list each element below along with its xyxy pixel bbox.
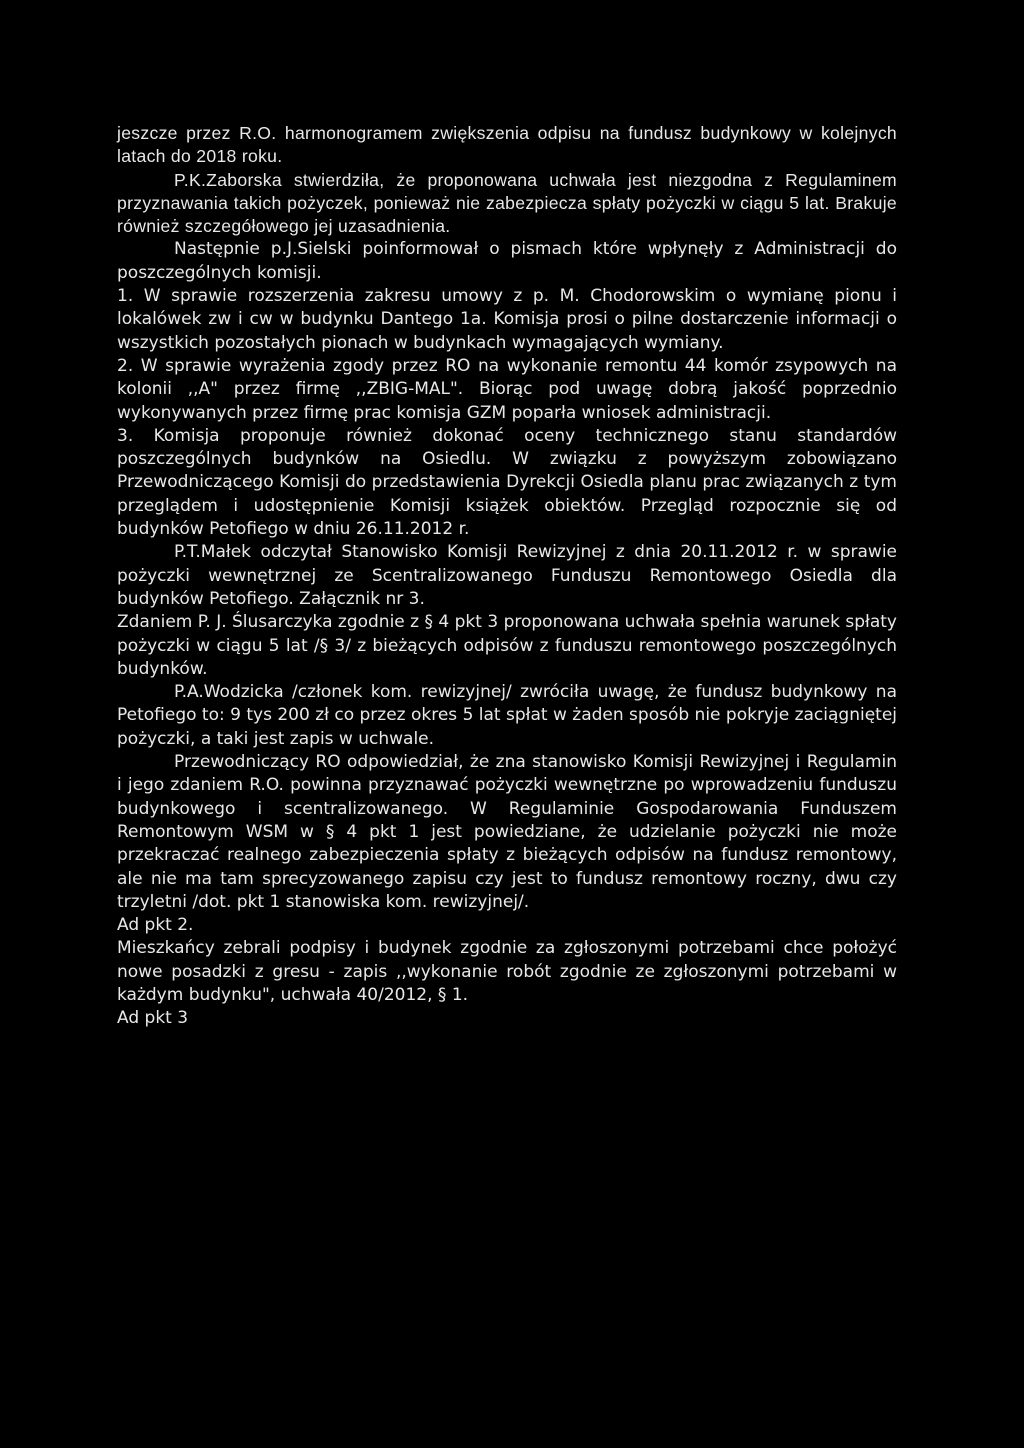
heading-ad-pkt-2: Ad pkt 2. [117,915,194,936]
paragraph-malek: P.T.Małek odczytał Stanowisko Komisji Rewizyjnej z dnia 20.11.2012 r. w sprawie pożyczki wewnętrznej ze Scentralizowanego Funduszu Remontowego Osiedla dla budynków Petofiego. Załącznik nr 3. [117,542,897,609]
paragraph-przewodniczacy: Przewodniczący RO odpowiedział, że zna stanowisko Komisji Rewizyjnej i Regulamin i jego zdaniem R.O. powinna przyznawać pożyczki wewnętrzne po wprowadzeniu funduszu budynkowego i scentralizowanego. W Regulaminie Gospodarowania Funduszem Remontowym WSM w § 4 pkt 1 jest powiedziane, że udzielanie pożyczki nie może przekraczać realnego zabezpieczenia spłaty z bieżących odpisów na fundusz remontowy, ale nie ma tam sprecyzowanego zapisu czy jest to fundusz remontowy roczny, dwu czy trzyletni /dot. pkt 1 stanowiska kom. rewizyjnej/. [117,752,897,912]
paragraph-item-1: 1. W sprawie rozszerzenia zakresu umowy z p. M. Chodorowskim o wymianę pionu i lokalówek zw i cw w budynku Dantego 1a. Komisja prosi o pilne dostarczenie informacji o wszystkich pozostałych pionach w budynkach wymagających wymiany. [117,286,897,353]
paragraph-sielski: Następnie p.J.Sielski poinformował o pismach które wpłynęły z Administracji do poszczególnych komisji. [117,239,897,283]
paragraph-continuation: jeszcze przez R.O. harmonogramem zwiększenia odpisu na fundusz budynkowy w kolejnych latach do 2018 roku. [117,123,897,167]
paragraph-slusarczyk: Zdaniem P. J. Ślusarczyka zgodnie z § 4 pkt 3 proponowana uchwała spełnia warunek spłaty pożyczki w ciągu 5 lat /§ 3/ z bieżących odpisów z funduszu remontowego poszczególnych budynków. [117,612,897,679]
document-page [117,122,897,1031]
paragraph-item-3: 3. Komisja proponuje również dokonać oceny technicznego stanu standardów poszczególnych budynków na Osiedlu. W związku z powyższym zobowiązano Przewodniczącego Komisji do przedstawienia Dyrekcji Osiedla planu prac związanych z tym przeglądem i udostępnienie Komisji książek obiektów. Przegląd rozpocznie się od budynków Petofiego w dniu 26.11.2012 r. [117,425,897,540]
paragraph-mieszkancy: Mieszkańcy zebrali podpisy i budynek zgodnie za zgłoszonymi potrzebami chce położyć nowe posadzki z gresu - zapis ,,wykonanie robót zgodnie ze zgłoszonymi potrzebami w każdym budynku", uchwała 40/2012, § 1. [117,938,897,1005]
paragraph-item-2: 2. W sprawie wyrażenia zgody przez RO na wykonanie remontu 44 komór zsypowych na kolonii ,,A" przez firmę ,,ZBIG-MAL". Biorąc pod uwagę dobrą jakość poprzednio wykonywanych przez firmę prac komisja GZM poparła wniosek administracji. [117,355,897,423]
heading-ad-pkt-3: Ad pkt 3 [117,1008,189,1029]
paragraph-zaborska: P.K.Zaborska stwierdziła, że proponowana uchwała jest niezgodna z Regulaminem przyznawania takich pożyczek, ponieważ nie zabezpiecza spłaty pożyczki w ciągu 5 lat. Brakuje również szczegółowego jej uzasadnienia. [117,169,897,237]
paragraph-wodzicka: P.A.Wodzicka /członek kom. rewizyjnej/ zwróciła uwagę, że fundusz budynkowy na Petofiego to: 9 tys 200 zł co przez okres 5 lat spłat w żaden sposób nie pokryje zaciągniętej pożyczki, a taki jest zapis w uchwale. [117,682,897,749]
